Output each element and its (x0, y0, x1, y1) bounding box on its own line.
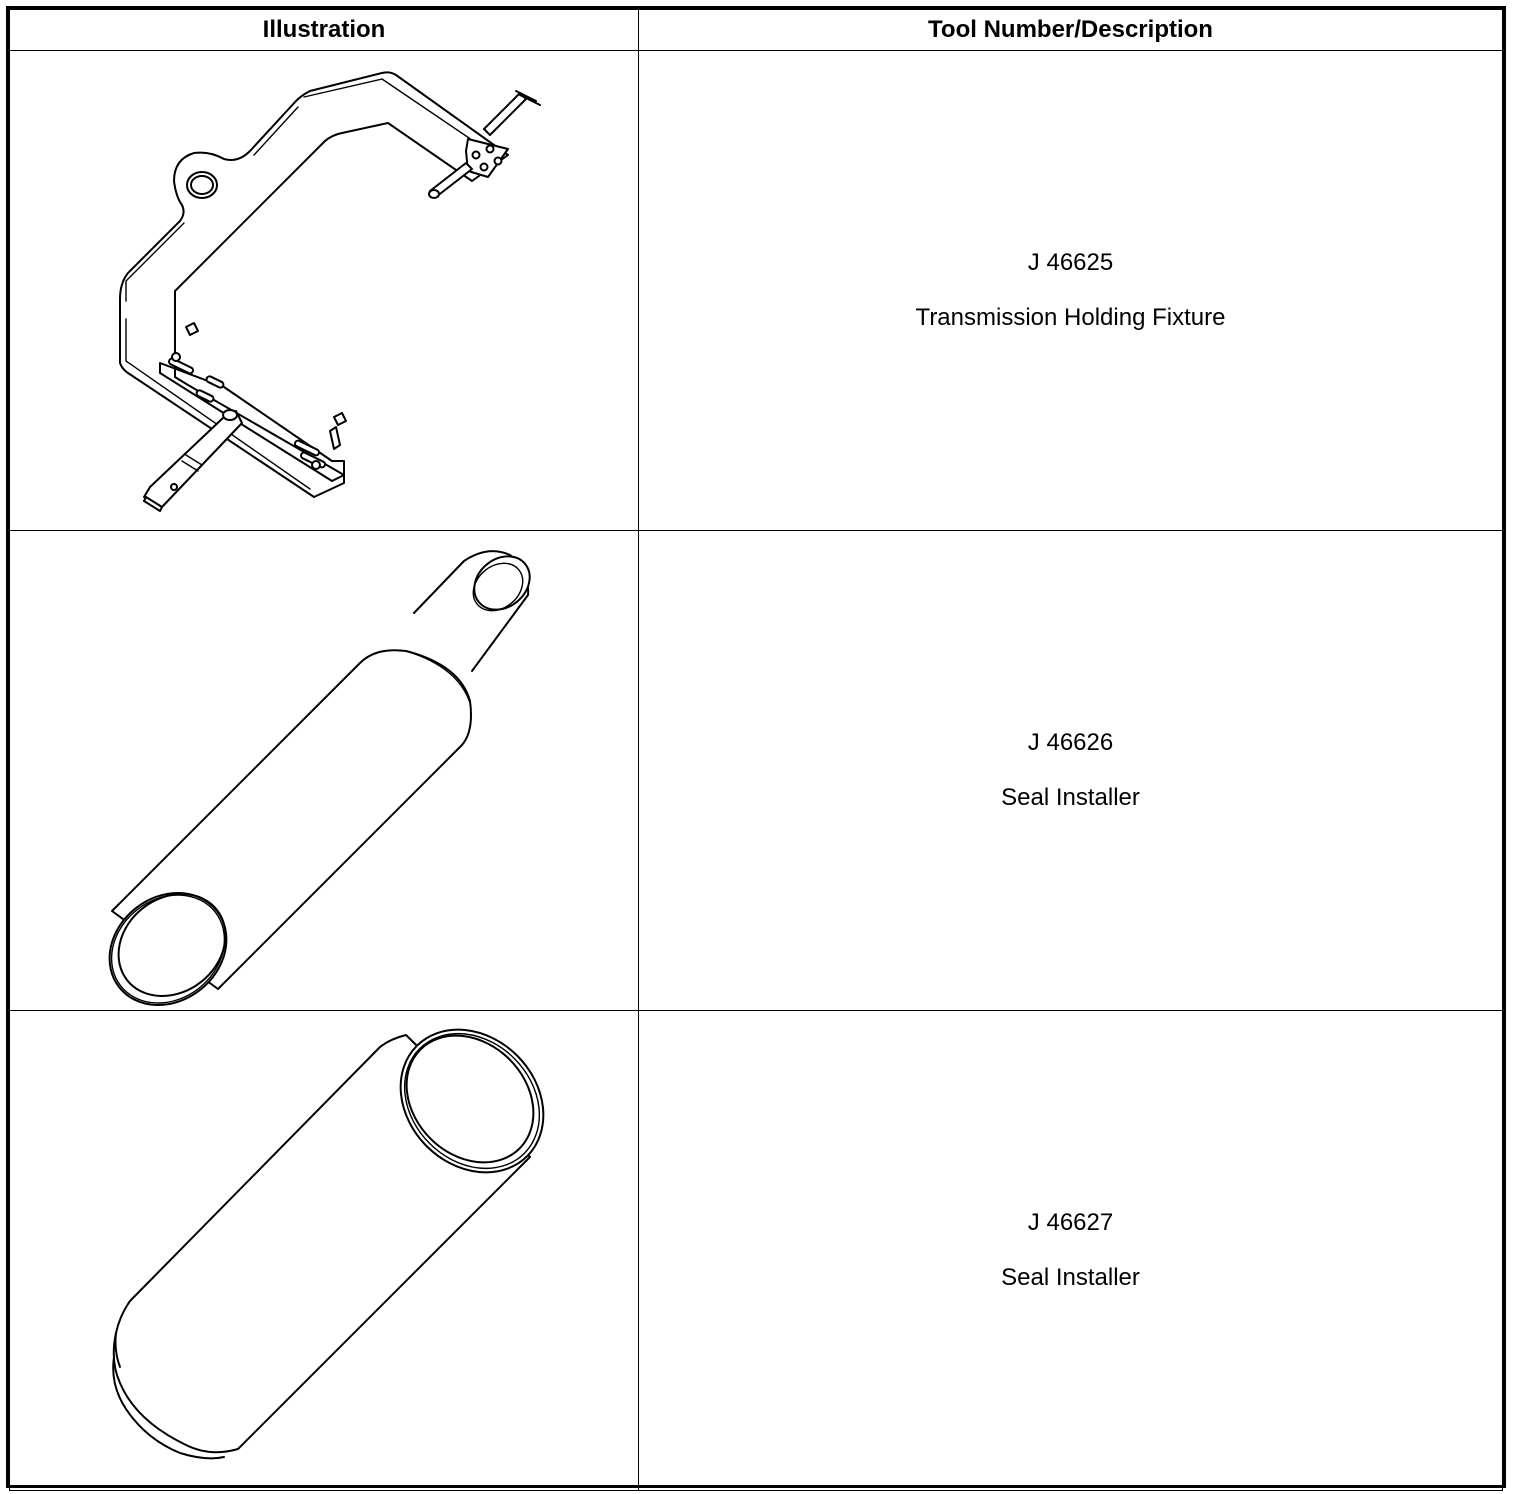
table-row (10, 1011, 1503, 1491)
tool-description: Seal Installer (1001, 1264, 1140, 1291)
tool-number: J 46625 (1027, 249, 1114, 276)
header-illustration: Illustration (10, 10, 639, 51)
illustration-cell (10, 1011, 639, 1491)
description-cell (639, 1011, 1503, 1491)
seal-installer-stepped-icon (10, 531, 636, 1009)
description-cell (639, 51, 1503, 531)
tool-table (6, 6, 1506, 1488)
seal-installer-cylinder-icon (10, 1011, 636, 1489)
transmission-holding-fixture-icon (10, 51, 636, 529)
table-row (10, 531, 1503, 1011)
tool-description: Transmission Holding Fixture (915, 304, 1226, 331)
tool-number: J 46626 (1027, 729, 1114, 756)
illustration-cell (10, 531, 639, 1011)
tool-number: J 46627 (1027, 1209, 1114, 1236)
header-tool-number-description: Tool Number/Description (639, 10, 1503, 51)
tool-description: Seal Installer (1001, 784, 1140, 811)
illustration-cell (10, 51, 639, 531)
description-cell (639, 531, 1503, 1011)
table-row (10, 51, 1503, 531)
table-header-row (10, 10, 1503, 51)
